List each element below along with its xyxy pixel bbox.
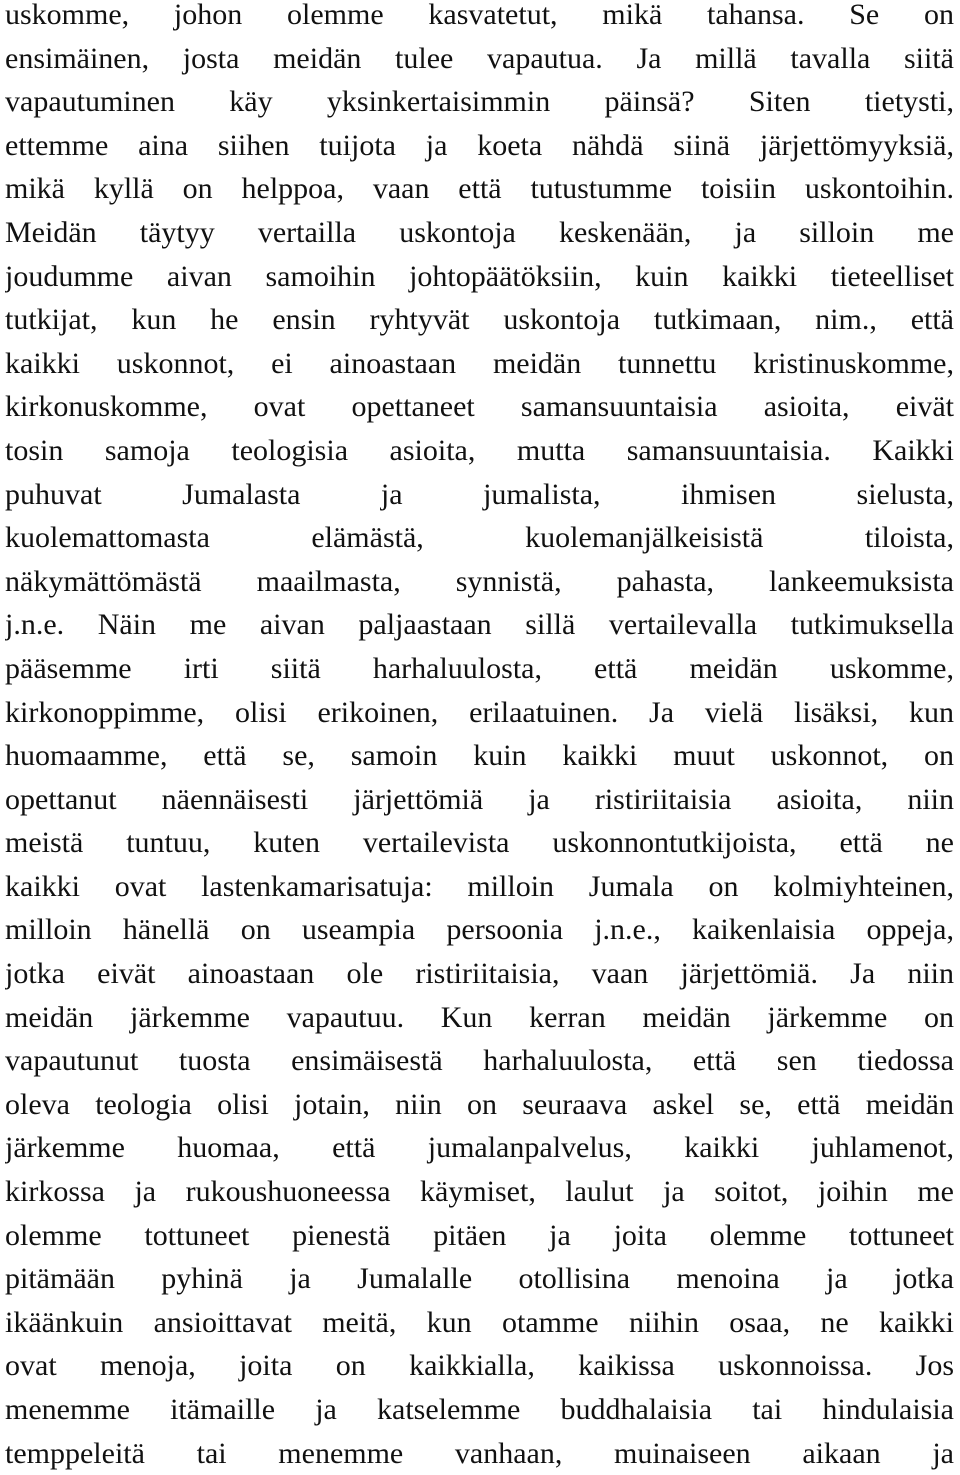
text-line: kaikki uskonnot, ei ainoastaan meidän tunnettu kristinuskomme, [5,346,954,380]
text-line: kirkonuskomme, ovat opettaneet samansuuntaisia asioita, eivät [5,390,954,424]
text-line: mikä kyllä on helppoa, vaan että tutustumme toisiin uskontoihin. [5,172,954,206]
text-line: kuolemattomasta elämästä, kuolemanjälkeisistä tiloista, [5,521,954,555]
text-line: jotka eivät ainoastaan ole ristiriitaisia, vaan järjettömiä. Ja niin [5,957,954,991]
text-line: temppeleitä tai menemme vanhaan, muinaiseen aikaan ja [5,1436,954,1470]
text-line: huomaamme, että se, samoin kuin kaikki muut uskonnot, on [5,739,954,773]
text-line: pääsemme irti siitä harhaluulosta, että meidän uskomme, [5,651,954,685]
text-line: tosin samoja teologisia asioita, mutta samansuuntaisia. Kaikki [5,433,954,467]
text-line: joudumme aivan samoihin johtopäätöksiin, kuin kaikki tieteelliset [5,259,954,293]
text-line: pitämään pyhinä ja Jumalalle otollisina menoina ja jotka [5,1262,954,1296]
text-line: puhuvat Jumalasta ja jumalista, ihmisen sielusta, [5,477,954,511]
text-line: vapautunut tuosta ensimäisestä harhaluulosta, että sen tiedossa [5,1044,954,1078]
text-line: opettanut näennäisesti järjettömiä ja ristiriitaisia asioita, niin [5,782,954,816]
text-line: ensimäinen, josta meidän tulee vapautua. Ja millä tavalla siitä [5,41,954,75]
text-line: kirkonoppimme, olisi erikoinen, erilaatuinen. Ja vielä lisäksi, kun [5,695,954,729]
text-line: ikäänkuin ansioittavat meitä, kun otamme niihin osaa, ne kaikki [5,1305,954,1339]
text-line: oleva teologia olisi jotain, niin on seuraava askel se, että meidän [5,1087,954,1121]
text-line: olemme tottuneet pienestä pitäen ja joita olemme tottuneet [5,1218,954,1252]
text-line: meidän järkemme vapautuu. Kun kerran meidän järkemme on [5,1000,954,1034]
text-line: j.n.e. Näin me aivan paljaastaan sillä vertailevalla tutkimuksella [5,608,954,642]
text-line: vapautuminen käy yksinkertaisimmin päinsä? Siten tietysti, [5,85,954,119]
text-line: ettemme aina siihen tuijota ja koeta nähdä siinä järjettömyyksiä, [5,128,954,162]
text-line: kirkossa ja rukoushuoneessa käymiset, laulut ja soitot, joihin me [5,1175,954,1209]
text-line: uskomme, johon olemme kasvatetut, mikä tahansa. Se on [5,0,954,31]
text-line: ovat menoja, joita on kaikkialla, kaikissa uskonnoissa. Jos [5,1349,954,1383]
text-line: meistä tuntuu, kuten vertailevista uskonnontutkijoista, että ne [5,826,954,860]
text-line: järkemme huomaa, että jumalanpalvelus, kaikki juhlamenot, [5,1131,954,1165]
text-line: Meidän täytyy vertailla uskontoja keskenään, ja silloin me [5,215,954,249]
text-line: milloin hänellä on useampia persoonia j.n.e., kaikenlaisia oppeja, [5,913,954,947]
text-line: kaikki ovat lastenkamarisatuja: milloin Jumala on kolmiyhteinen, [5,869,954,903]
text-line: näkymättömästä maailmasta, synnistä, pahasta, lankeemuksista [5,564,954,598]
text-line: menemme itämaille ja katselemme buddhalaisia tai hindulaisia [5,1393,954,1426]
text-line: tutkijat, kun he ensin ryhtyvät uskontoja tutkimaan, nim., että [5,303,954,337]
